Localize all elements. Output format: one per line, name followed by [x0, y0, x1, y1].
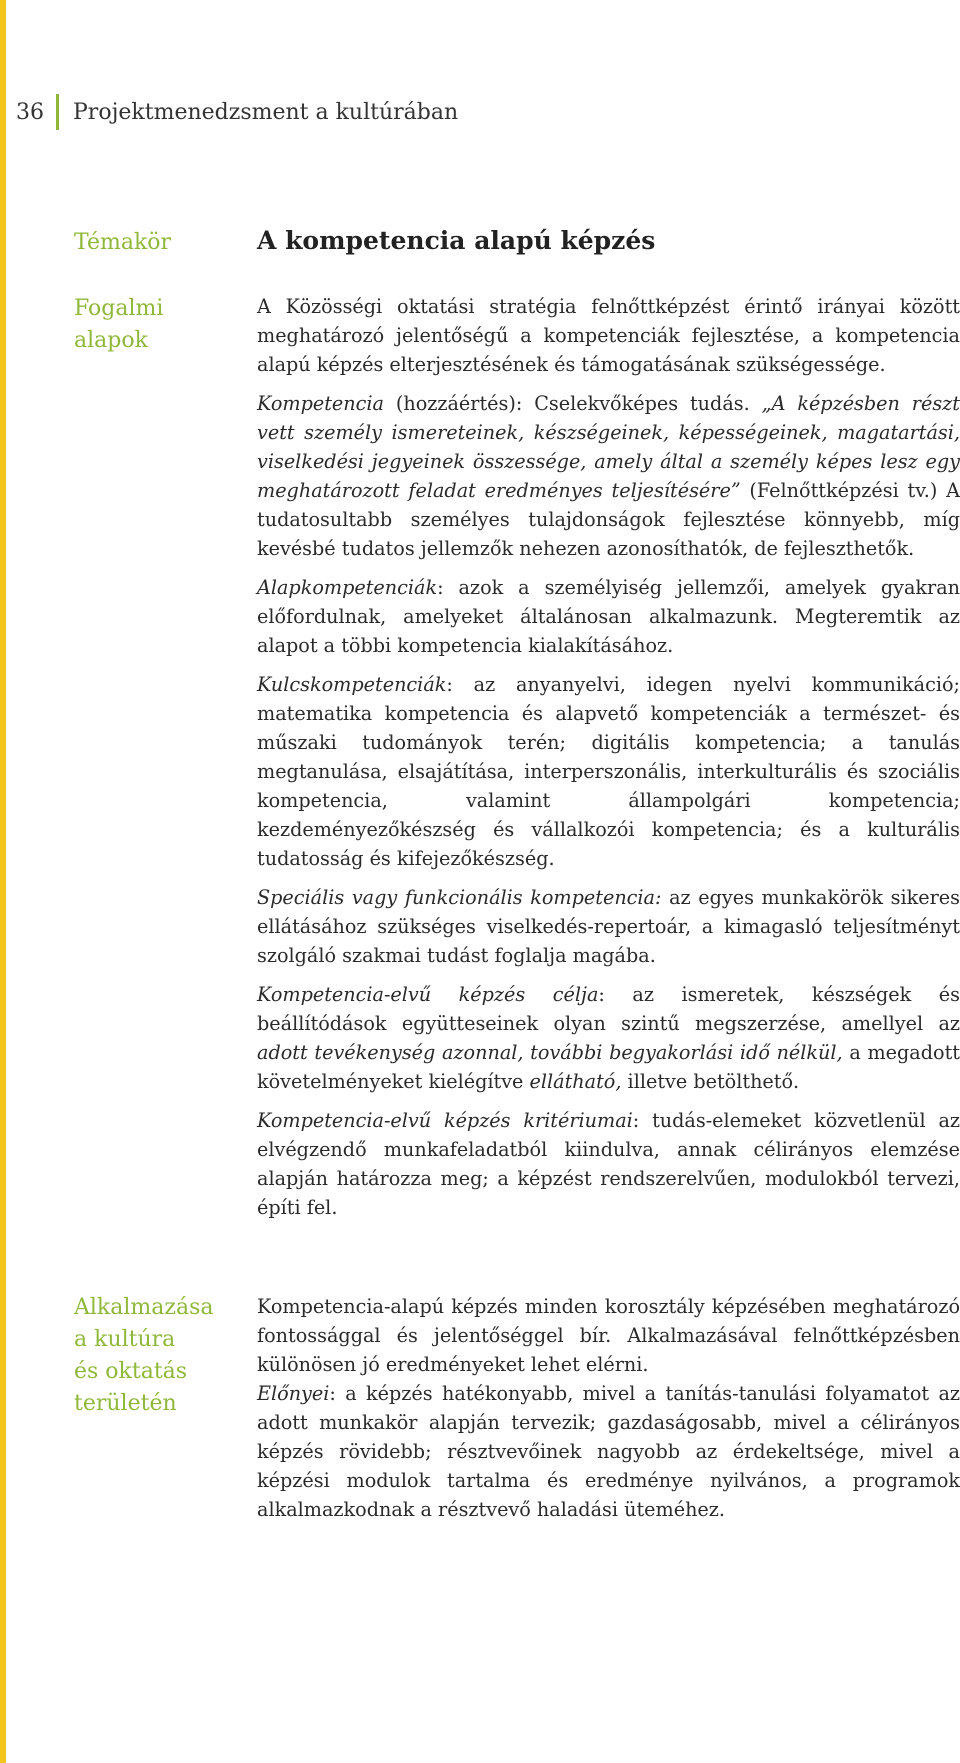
definition-term: Alapkompetenciák	[257, 576, 438, 599]
running-header	[16, 94, 458, 130]
edge-color-bar	[0, 0, 6, 1763]
alkalmazas-content	[257, 1292, 960, 1534]
definition-term: Speciális vagy funkcionális kompetencia:	[257, 886, 662, 909]
law-quote: „A képzésben részt vett személy ismereteinek, készségeinek, képességeinek, magatartási, viselkedési jegyeinek összessége, amely által a személy képes lesz egy meghatározott feladat eredményes teljesítésére”	[257, 392, 960, 502]
specialis-paragraph	[257, 883, 960, 970]
definition-text: : a képzés hatékonyabb, mivel a tanítás-tanulási folyamatot az adott munkakör alapján tervezik; gazdaságosabb, mivel a célirányos képzés rövidebb; résztvevőinek nagyobb az érdekeltsége, mivel a képzési modulok tartalma és eredménye nyilvános, a programok alkalmazkodnak a résztvevő haladási üteméhez.	[257, 1382, 960, 1521]
running-title: Projektmenedzsment a kultúrában	[73, 99, 459, 125]
side-label-line: Alkalmazása	[74, 1295, 214, 1320]
alapkompetenciak-paragraph	[257, 573, 960, 660]
side-label-line: és oktatás	[74, 1359, 188, 1384]
side-label-fogalmi-alapok	[74, 293, 234, 357]
section-title: A kompetencia alapú képzés	[257, 226, 656, 255]
definition-text: a megadott követelményeket kielégítve	[257, 1041, 960, 1093]
side-label-line: területén	[74, 1391, 177, 1416]
kompetencia-paragraph	[257, 389, 960, 563]
page-number: 36	[16, 99, 44, 125]
emphasis-text: ellátható,	[529, 1070, 622, 1093]
alkalmazas-paragraph: Kompetencia-alapú képzés minden korosztály képzésében meghatározó fontossággal és jelentőséggel bír. Alkalmazásával felnőttképzésben különösen jó eredményeket lehet elérni.	[257, 1295, 960, 1376]
side-label-line: a kultúra	[74, 1327, 176, 1352]
side-label-temakor: Témakör	[74, 230, 172, 255]
definition-term: Előnyei	[257, 1382, 330, 1405]
elonyei-paragraph	[257, 1379, 960, 1524]
definition-text: : az ismeretek, készségek és beállítódások együtteseinek olyan szintű megszerzése, amellyel az	[257, 983, 960, 1035]
emphasis-text: adott tevékenység azonnal, további begyakorlási idő nélkül,	[257, 1041, 843, 1064]
fogalmi-content	[257, 292, 960, 1232]
intro-paragraph: A Közösségi oktatási stratégia felnőttképzést érintő irányai között meghatározó jelentőségű a kompetenciák fejlesztése, a kompetencia alapú képzés elterjesztésének és támogatásának szükségessége.	[257, 295, 960, 376]
side-label-line: Fogalmi	[74, 296, 164, 321]
definition-text: (hozzáértés): Cselekvőképes tudás.	[383, 392, 762, 415]
definition-term: Kompetencia-elvű képzés célja	[257, 983, 599, 1006]
definition-text: illetve betölthető.	[621, 1070, 800, 1093]
definition-term: Kulcskompetenciák	[257, 673, 447, 696]
definition-text: (Felnőttképzési tv.) A tudatosultabb személyes tulajdonságok fejlesztése könnyebb, míg kevésbé tudatos jellemzők nehezen azonosíthatók, de fejleszthetők.	[257, 479, 960, 560]
definition-text: : tudás-elemeket közvetlenül az elvégzendő munkafeladatból kiindulva, annak célirányos elemzése alapján határozza meg; a képzést rendszerelvűen, modulokból tervezi, építi fel.	[257, 1109, 960, 1219]
kriteriumai-paragraph	[257, 1106, 960, 1222]
celja-paragraph	[257, 980, 960, 1096]
definition-term: Kompetencia	[257, 392, 384, 415]
definition-term: Kompetencia-elvű képzés kritériumai	[257, 1109, 633, 1132]
definition-text: : azok a személyiség jellemzői, amelyek gyakran előfordulnak, amelyeket általánosan alkalmazunk. Megteremtik az alapot a többi kompetencia kialakításához.	[257, 576, 960, 657]
definition-text: : az anyanyelvi, idegen nyelvi kommunikáció; matematika kompetencia és alapvető kompetenciák a természet- és műszaki tudományok terén; digitális kompetencia; a tanulás megtanulása, elsajátítása, interperszonális, interkulturális és szociális kompetencia, valamint állampolgári kompetencia; kezdeményezőkészség és vállalkozói kompetencia; és a kulturális tudatosság és kifejezőkészség.	[257, 673, 960, 870]
kulcskompetenciak-paragraph	[257, 670, 960, 873]
header-divider	[56, 94, 59, 130]
side-label-alkalmazasa	[74, 1292, 234, 1420]
side-label-line: alapok	[74, 328, 148, 353]
definition-text: az egyes munkakörök sikeres ellátásához szükséges viselkedés-repertoár, a kimagasló teljesítményt szolgáló szakmai tudást foglalja magába.	[257, 886, 960, 967]
